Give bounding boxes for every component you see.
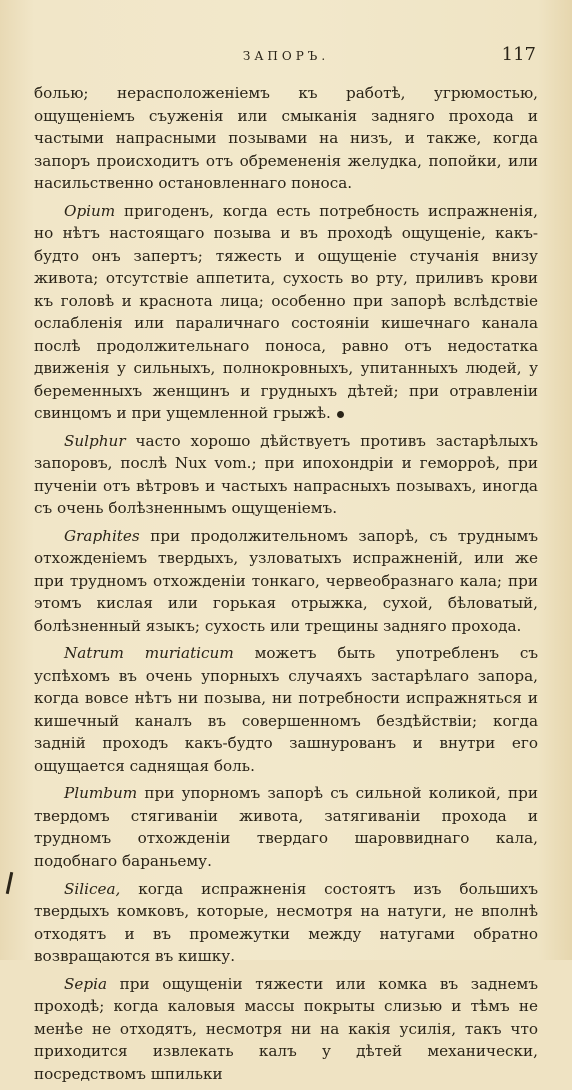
paragraph-continuation: [34, 82, 538, 195]
remedy-term: Sulphur: [64, 431, 126, 450]
paragraph-text: можетъ быть употребленъ съ успѣхомъ въ очень упорныхъ случаяхъ застарѣлаго запора, когда вовсе нѣтъ ни позыва, ни потребности испражняться и кишечный каналъ въ совершенномъ бездѣйствіи; когда задній проходъ какъ-будто зашнурованъ и внутри его ощущается саднящая боль.: [34, 644, 538, 775]
remedy-term: Natrum muriaticum: [64, 644, 234, 663]
ink-blot: [337, 411, 344, 418]
remedy-term: Graphites: [64, 526, 140, 545]
paragraph-text: когда испражненія состоятъ изъ большихъ твердыхъ комковъ, которые, несмотря на натуги, не вполнѣ отходятъ и въ промежутки между натугами обратно возвращаются въ кишку.: [34, 879, 538, 966]
paragraph-text: при продолжительномъ запорѣ, съ труднымъ отхожденіемъ твердыхъ, узловатыхъ испражненій, или же при трудномъ отхожденіи тонкаго, червеобразнаго кала; при этомъ кислая или горькая отрыжка, сухой, бѣловатый, болѣзненный языкъ; сухость или трещины задняго прохода.: [34, 526, 538, 635]
body-text: [34, 82, 538, 1090]
remedy-term: Plumbum: [64, 784, 138, 803]
paragraph-text: при упорномъ запорѣ съ сильной коликой, при твердомъ стягиваніи живота, затягиваніи прохода и трудномъ отхожденіи твердаго шароввиднаго кала, подобнаго бараньему.: [34, 784, 538, 870]
paragraph-text: болью; нерасположеніемъ къ работѣ, угрюмостью, ощущеніемъ съуженія или смыканія задняго прохода и частыми напрасными позывами на низъ, и также, когда запоръ происходитъ отъ обремененія желудка, попойки, или насильственно остановленнаго поноса.: [34, 84, 538, 192]
remedy-term: Silicea,: [64, 879, 121, 898]
paragraph-text: при ощущеніи тяжести или комка въ заднемъ проходѣ; когда каловыя массы покрыты слизью и тѣмъ не менѣе не отходятъ, несмотря ни на какія усилія, такъ что приходится извлекать калъ у дѣтей механически, посредствомъ шпильки: [34, 974, 538, 1083]
paragraph-sulphur: [34, 430, 538, 520]
paragraph-silicea: [34, 878, 538, 968]
paragraph-natrum: [34, 642, 538, 777]
paragraph-text: часто хорошо дѣйствуетъ противъ застарѣлыхъ запоровъ, послѣ Nux vom.; при ипохондріи и геморроѣ, при пученіи отъ вѣтровъ и частыхъ напрасныхъ позывахъ, иногда съ очень болѣзненнымъ ощущеніемъ.: [34, 431, 538, 518]
paragraph-opium: [34, 200, 538, 425]
running-head: ЗАПОРЪ.: [242, 49, 330, 63]
paragraph-graphites: [34, 525, 538, 638]
remedy-term: Opium: [64, 201, 116, 220]
paragraph-sepia: [34, 973, 538, 1086]
paragraph-plumbum: [34, 782, 538, 872]
paragraph-text: пригоденъ, когда есть потребность испражненія, но нѣтъ настоящаго позыва и въ проходѣ ощущеніе, какъ-будто онъ запертъ; тяжесть и ощущеніе стучанія внизу живота; отсутствіе аппетита, сухость во рту, приливъ крови къ головѣ и краснота лица; особенно при запорѣ вслѣдствіе ослабленія или параличнаго состояніи кишечнаго канала послѣ продолжительнаго поноса, равно отъ недостатка движенія у сильныхъ, полнокровныхъ, упитанныхъ людей, у беременныхъ женщинъ и грудныхъ дѣтей; при отравленіи свинцомъ и при ущемленной грыжѣ.: [34, 201, 538, 423]
page-number: 117: [501, 44, 536, 65]
page-header: [34, 44, 538, 68]
margin-pencil-mark: [6, 872, 14, 894]
remedy-term: Sepia: [64, 974, 108, 993]
